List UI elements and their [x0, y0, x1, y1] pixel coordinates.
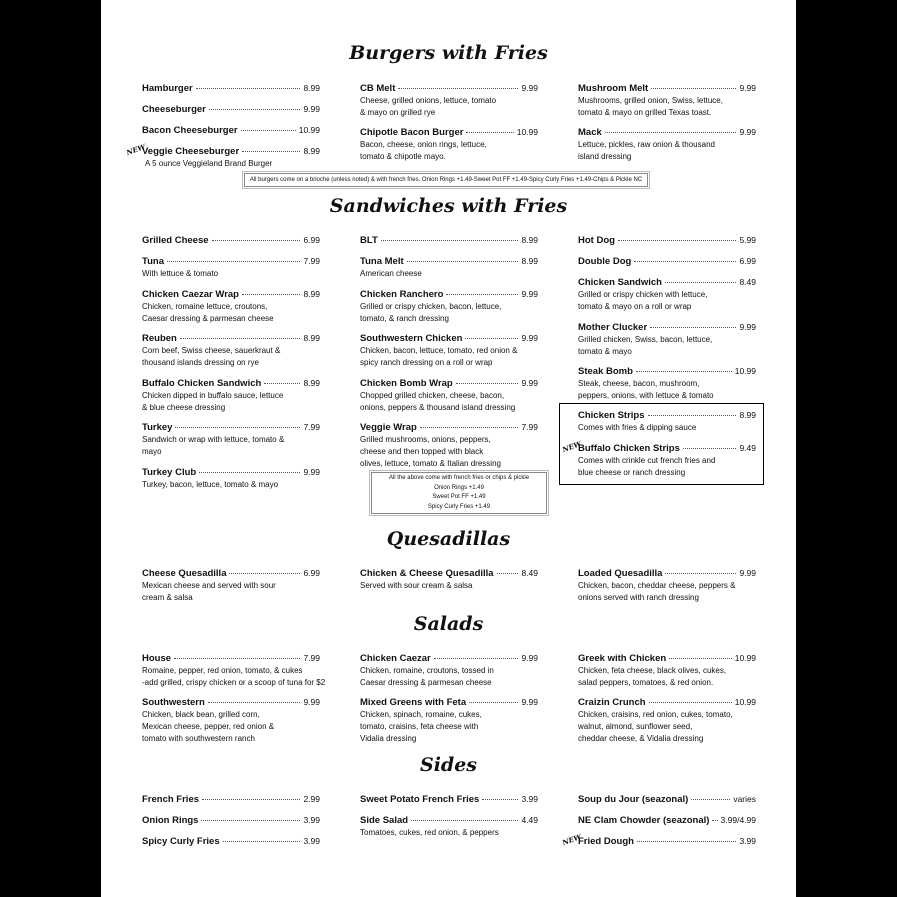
leader-dots — [456, 383, 519, 384]
item-name: CB Melt — [360, 83, 396, 94]
menu-item-house-salad — [142, 652, 326, 689]
leader-dots — [469, 702, 518, 703]
section-title-salads: Salads — [413, 613, 484, 635]
item-price: 7.99 — [303, 256, 320, 266]
menu-item-sweet-potato-fries — [360, 793, 538, 806]
item-description: Chopped grilled chicken, cheese, bacon, — [360, 391, 505, 400]
item-price: 9.99 — [739, 127, 756, 137]
item-description: Comes with fries & dipping sauce — [578, 423, 697, 432]
item-name: Southwestern — [142, 697, 205, 708]
item-price: 9.99 — [303, 104, 320, 114]
item-description: Comes with crinkle cut french fries and — [578, 456, 716, 465]
note-line: Onion Rings +1.49 — [434, 484, 484, 491]
item-price: 8.99 — [303, 289, 320, 299]
item-name: House — [142, 653, 172, 664]
new-badge: NEW — [561, 438, 583, 455]
item-description: Chicken, romaine lettuce, croutons, — [142, 302, 268, 311]
item-description: spicy ranch dressing on a roll or wrap — [360, 358, 493, 367]
item-name: Chicken Sandwich — [578, 277, 662, 288]
leader-dots — [398, 88, 518, 89]
item-description: Grilled or crispy chicken with lettuce, — [578, 290, 708, 299]
item-name: Chipotle Bacon Burger — [360, 127, 464, 138]
leader-dots — [202, 799, 300, 800]
menu-item-greek-salad — [578, 652, 756, 689]
burgers-note: All burgers come on a brioche (unless noted) & with french fries. Onion Rings +1.49-Sweet Pot FF +1.49-Spicy Curly Fries +1.49-Chips & Pickle NC — [244, 173, 648, 187]
menu-item-chicken-strips — [578, 409, 756, 434]
item-name: Veggie Wrap — [360, 422, 417, 433]
menu-item-veggie-cheeseburger — [142, 145, 320, 170]
item-description: Mexican cheese, pepper, red onion & — [142, 722, 275, 731]
item-description: peppers, onions, with lettuce & tomato — [578, 391, 714, 400]
item-price: 9.99 — [521, 653, 538, 663]
item-price: 3.99 — [521, 794, 538, 804]
menu-item-hamburger — [142, 82, 320, 95]
leader-dots — [649, 702, 732, 703]
menu-item-turkey-club — [142, 466, 320, 491]
item-price: 8.49 — [521, 568, 538, 578]
item-name: Turkey — [142, 422, 173, 433]
item-price: 9.99 — [303, 697, 320, 707]
menu-item-steak-bomb — [578, 365, 756, 402]
item-name: Greek with Chicken — [578, 653, 667, 664]
menu-item-chicken-ranchero — [360, 288, 538, 325]
leader-dots — [381, 240, 519, 241]
item-name: BLT — [360, 235, 378, 246]
item-price: 9.99 — [521, 333, 538, 343]
leader-dots — [665, 282, 737, 283]
item-description: A 5 ounce Veggieland Brand Burger — [145, 159, 273, 168]
item-name: Southwestern Chicken — [360, 333, 463, 344]
menu-item-turkey — [142, 421, 320, 458]
menu-item-french-fries — [142, 793, 320, 806]
item-price: 6.99 — [303, 568, 320, 578]
sandwiches-note — [371, 472, 547, 514]
item-description: Tomatoes, cukes, red onion, & peppers — [360, 828, 499, 837]
item-price: varies — [733, 794, 756, 804]
item-price: 10.99 — [298, 125, 320, 135]
menu-item-reuben — [142, 332, 320, 369]
menu-item-side-salad — [360, 814, 538, 839]
item-name: Chicken Caezar Wrap — [142, 289, 239, 300]
item-price: 8.99 — [303, 146, 320, 156]
item-name: Bacon Cheeseburger — [142, 125, 238, 136]
item-description: tomato & mayo on grilled Texas toast. — [578, 108, 712, 117]
menu-item-loaded-quesadilla — [578, 567, 756, 604]
leader-dots — [648, 415, 737, 416]
item-name: Double Dog — [578, 256, 632, 267]
item-name: Mixed Greens with Feta — [360, 697, 467, 708]
leader-dots — [264, 383, 300, 384]
item-price: 8.99 — [303, 378, 320, 388]
item-description: Mushrooms, grilled onion, Swiss, lettuce, — [578, 96, 723, 105]
menu-item-cb-melt — [360, 82, 538, 119]
menu-item-tuna-melt — [360, 255, 538, 280]
menu-item-mother-clucker — [578, 321, 756, 358]
leader-dots — [175, 427, 300, 428]
menu-item-buffalo-chicken-sandwich — [142, 377, 320, 414]
leader-dots — [407, 261, 519, 262]
leader-dots — [411, 820, 518, 821]
item-description: tomato, & ranch dressing — [360, 314, 449, 323]
item-price: 8.99 — [521, 235, 538, 245]
item-name: Cheeseburger — [142, 104, 206, 115]
item-price: 9.49 — [739, 443, 756, 453]
item-name: Veggie Cheeseburger — [142, 146, 240, 157]
item-price: 9.99 — [739, 322, 756, 332]
menu-item-fried-dough — [578, 835, 756, 848]
item-price: 2.99 — [303, 794, 320, 804]
menu-item-mixed-greens — [360, 696, 538, 745]
menu-item-mack — [578, 126, 756, 163]
item-description: With lettuce & tomato — [142, 269, 219, 278]
menu-item-chicken-cheese-quesadilla — [360, 567, 538, 592]
item-name: Soup du Jour (seazonal) — [578, 794, 689, 805]
item-name: Loaded Quesadilla — [578, 568, 663, 579]
item-name: Buffalo Chicken Strips — [578, 443, 680, 454]
leader-dots — [605, 132, 737, 133]
note-line: Spicy Curly Fries +1.49 — [427, 503, 491, 510]
leader-dots — [201, 820, 300, 821]
item-description: cream & salsa — [142, 593, 193, 602]
menu-item-chipotle-bacon-burger — [360, 126, 538, 163]
leader-dots — [683, 448, 737, 449]
menu-item-double-dog — [578, 255, 756, 268]
leader-dots — [497, 573, 519, 574]
leader-dots — [712, 820, 717, 821]
item-description: Grilled mushrooms, onions, peppers, — [360, 435, 491, 444]
leader-dots — [618, 240, 737, 241]
item-price: 10.99 — [734, 366, 756, 376]
item-description: Lettuce, pickles, raw onion & thousand — [578, 140, 715, 149]
leader-dots — [446, 294, 518, 295]
item-description: Chicken dipped in buffalo sauce, lettuce — [142, 391, 284, 400]
new-badge: NEW — [561, 831, 583, 848]
item-description: cheddar cheese, & Vidalia dressing — [578, 734, 704, 743]
item-price: 3.99 — [303, 815, 320, 825]
item-price: 9.99 — [739, 568, 756, 578]
item-price: 9.99 — [521, 289, 538, 299]
item-name: Hot Dog — [578, 235, 615, 246]
item-price: 6.99 — [739, 256, 756, 266]
item-price: 3.99 — [303, 836, 320, 846]
item-price: 8.49 — [739, 277, 756, 287]
item-description: Chicken, spinach, romaine, cukes, — [360, 710, 482, 719]
item-description: Sandwich or wrap with lettuce, tomato & — [142, 435, 285, 444]
item-name: Sweet Potato French Fries — [360, 794, 480, 805]
new-badge: NEW — [125, 141, 147, 158]
item-name: Steak Bomb — [578, 366, 633, 377]
leader-dots — [242, 294, 300, 295]
item-price: 8.99 — [739, 410, 756, 420]
item-price: 9.99 — [521, 378, 538, 388]
item-description: tomato, craisins, feta cheese with — [360, 722, 479, 731]
item-name: Reuben — [142, 333, 177, 344]
menu-item-cheeseburger — [142, 103, 320, 116]
item-price: 3.99/4.99 — [720, 815, 756, 825]
item-name: Craizin Crunch — [578, 697, 646, 708]
item-price: 9.99 — [739, 83, 756, 93]
item-description: & blue cheese dressing — [142, 403, 226, 412]
menu-item-craizin-crunch — [578, 696, 756, 745]
note-line: Sweet Pot FF +1.49 — [432, 494, 486, 500]
item-price: 8.99 — [303, 83, 320, 93]
menu-item-blt — [360, 234, 538, 247]
leader-dots — [651, 88, 736, 89]
item-name: Fried Dough — [578, 836, 634, 847]
item-description: Chicken, black bean, grilled corn, — [142, 710, 260, 719]
menu-item-veggie-wrap — [360, 421, 538, 470]
item-name: Onion Rings — [142, 815, 199, 826]
menu-item-southwestern-salad — [142, 696, 320, 745]
section-title-quesadillas: Quesadillas — [386, 528, 511, 550]
item-description: Served with sour cream & salsa — [360, 581, 473, 590]
item-description: thousand islands dressing on rye — [142, 358, 259, 367]
menu-item-grilled-cheese — [142, 234, 320, 247]
menu-item-spicy-curly-fries — [142, 835, 320, 848]
item-name: Mack — [578, 127, 602, 138]
item-description: tomato & chipotle mayo. — [360, 152, 446, 161]
section-title-burgers: Burgers with Fries — [349, 42, 548, 64]
item-name: Spicy Curly Fries — [142, 836, 220, 847]
item-description: American cheese — [360, 269, 422, 278]
leader-dots — [434, 658, 519, 659]
leader-dots — [665, 573, 736, 574]
item-price: 10.99 — [734, 653, 756, 663]
item-description: Mexican cheese and served with sour — [142, 581, 276, 590]
item-name: Turkey Club — [142, 467, 197, 478]
leader-dots — [691, 799, 730, 800]
menu-item-southwestern-chicken — [360, 332, 538, 369]
item-description: & mayo on grilled rye — [360, 108, 436, 117]
menu-page — [101, 0, 796, 897]
item-description: Chicken, bacon, lettuce, tomato, red onion & — [360, 346, 518, 355]
item-description: blue cheese or ranch dressing — [578, 468, 686, 477]
item-description: Steak, cheese, bacon, mushroom, — [578, 379, 700, 388]
item-name: Buffalo Chicken Sandwich — [142, 378, 262, 389]
menu-item-chicken-caesar-salad — [360, 652, 538, 689]
item-description: Cheese, grilled onions, lettuce, tomato — [360, 96, 497, 105]
item-price: 7.99 — [521, 422, 538, 432]
item-description: tomato with southwestern ranch — [142, 734, 255, 743]
item-description: Caesar dressing & parmesan cheese — [142, 314, 274, 323]
item-description: Chicken, craisins, red onion, cukes, tomato, — [578, 710, 733, 719]
item-description: Chicken, romaine, croutons, tossed in — [360, 666, 494, 675]
menu-item-tuna — [142, 255, 320, 280]
item-price: 9.99 — [521, 83, 538, 93]
leader-dots — [196, 88, 301, 89]
leader-dots — [650, 327, 736, 328]
item-description: cheese and then topped with black — [360, 447, 484, 456]
item-description: olives, lettuce, tomato & Italian dressing — [360, 459, 501, 468]
menu-item-chicken-caesar-wrap — [142, 288, 320, 325]
item-name: Tuna — [142, 256, 164, 267]
leader-dots — [420, 427, 519, 428]
item-price: 5.99 — [739, 235, 756, 245]
item-price: 7.99 — [303, 422, 320, 432]
leader-dots — [209, 109, 301, 110]
item-description: -add grilled, crispy chicken or a scoop of tuna for $2 — [142, 678, 326, 687]
item-price: 7.99 — [303, 653, 320, 663]
menu-item-cheese-quesadilla — [142, 567, 320, 604]
leader-dots — [466, 132, 513, 133]
leader-dots — [229, 573, 300, 574]
menu-item-buffalo-chicken-strips — [578, 442, 756, 479]
leader-dots — [180, 338, 301, 339]
leader-dots — [241, 130, 296, 131]
item-name: Grilled Cheese — [142, 235, 209, 246]
item-description: Turkey, bacon, lettuce, tomato & mayo — [142, 480, 279, 489]
item-price: 3.99 — [739, 836, 756, 846]
item-name: Tuna Melt — [360, 256, 404, 267]
item-description: Romaine, pepper, red onion, tomato, & cukes — [142, 666, 303, 675]
menu-item-mushroom-melt — [578, 82, 756, 119]
leader-dots — [167, 261, 300, 262]
item-price: 10.99 — [516, 127, 538, 137]
item-name: Cheese Quesadilla — [142, 568, 227, 579]
leader-dots — [636, 371, 732, 372]
item-price: 9.99 — [521, 697, 538, 707]
item-name: Chicken Strips — [578, 410, 645, 421]
item-description: island dressing — [578, 152, 632, 161]
leader-dots — [212, 240, 301, 241]
item-description: salad peppers, tomatoes, & red onion. — [578, 678, 714, 687]
item-name: Hamburger — [142, 83, 193, 94]
item-description: walnut, almond, sunflower seed, — [578, 722, 693, 731]
item-name: Chicken Ranchero — [360, 289, 444, 300]
leader-dots — [637, 841, 737, 842]
section-title-sides: Sides — [419, 754, 477, 776]
item-name: Chicken & Cheese Quesadilla — [360, 568, 494, 579]
item-name: Mother Clucker — [578, 322, 648, 333]
item-description: mayo — [142, 447, 162, 456]
item-name: Mushroom Melt — [578, 83, 649, 94]
menu-item-bacon-cheeseburger — [142, 124, 320, 137]
item-price: 8.99 — [521, 256, 538, 266]
item-name: Chicken Caezar — [360, 653, 431, 664]
menu-item-hot-dog — [578, 234, 756, 247]
leader-dots — [465, 338, 518, 339]
leader-dots — [208, 702, 301, 703]
item-name: Chicken Bomb Wrap — [360, 378, 453, 389]
leader-dots — [669, 658, 732, 659]
item-description: Chicken, feta cheese, black olives, cukes, — [578, 666, 727, 675]
item-description: tomato & mayo — [578, 347, 632, 356]
leader-dots — [199, 472, 300, 473]
item-description: Grilled chicken, Swiss, bacon, lettuce, — [578, 335, 713, 344]
menu-item-soup-du-jour — [578, 793, 756, 806]
menu-item-clam-chowder — [578, 814, 756, 827]
item-description: onions, peppers & thousand island dressing — [360, 403, 516, 412]
item-description: Caesar dressing & parmesan cheese — [360, 678, 492, 687]
item-description: tomato & mayo on a roll or wrap — [578, 302, 692, 311]
item-price: 10.99 — [734, 697, 756, 707]
leader-dots — [174, 658, 300, 659]
item-price: 6.99 — [303, 235, 320, 245]
item-price: 9.99 — [303, 467, 320, 477]
section-title-sandwiches: Sandwiches with Fries — [329, 195, 568, 217]
item-description: Corn beef, Swiss cheese, sauerkraut & — [142, 346, 281, 355]
item-description: onions served with ranch dressing — [578, 593, 699, 602]
leader-dots — [223, 841, 301, 842]
item-description: Bacon, cheese, onion rings, lettuce, — [360, 140, 487, 149]
note-line: All the above come with french fries or chips & pickle — [388, 475, 530, 481]
item-name: Side Salad — [360, 815, 409, 826]
leader-dots — [242, 151, 300, 152]
item-description: Chicken, bacon, cheddar cheese, peppers & — [578, 581, 736, 590]
item-name: French Fries — [142, 794, 200, 805]
item-price: 8.99 — [303, 333, 320, 343]
item-description: Grilled or crispy chicken, bacon, lettuce, — [360, 302, 502, 311]
item-name: NE Clam Chowder (seazonal) — [578, 815, 710, 826]
item-price: 4.49 — [521, 815, 538, 825]
menu-item-onion-rings — [142, 814, 320, 827]
leader-dots — [634, 261, 736, 262]
item-description: Vidalia dressing — [360, 734, 417, 743]
menu-item-chicken-bomb-wrap — [360, 377, 538, 414]
leader-dots — [482, 799, 518, 800]
menu-item-chicken-sandwich — [578, 276, 756, 313]
